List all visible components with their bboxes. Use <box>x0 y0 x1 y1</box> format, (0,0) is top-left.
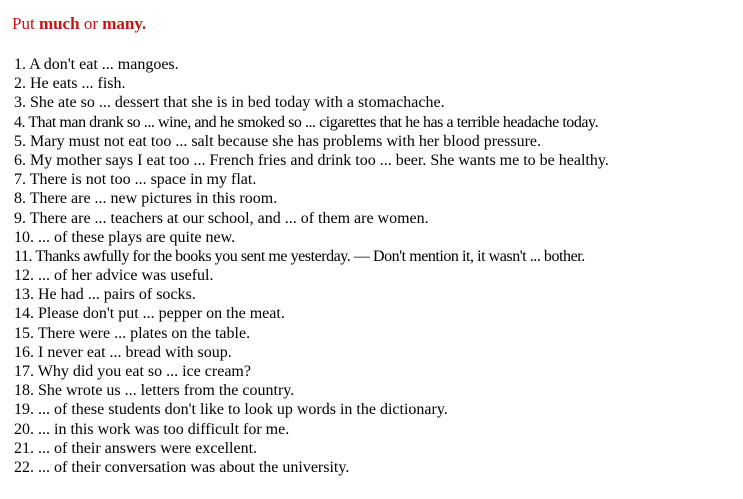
exercise-item-1 <box>14 55 609 74</box>
exercise-item-15 <box>14 324 609 343</box>
exercise-item-17 <box>14 362 609 381</box>
exercise-item-16 <box>14 343 609 362</box>
exercise-text: 16. I never eat ... bread with soup. <box>14 343 232 361</box>
exercise-instruction <box>12 14 146 34</box>
exercise-list <box>14 55 609 477</box>
exercise-text: 1. A don't eat ... mangoes. <box>14 56 179 73</box>
exercise-item-6 <box>14 151 609 170</box>
exercise-text: 4. That man drank so ... wine, and he smoked so ... cigarettes that he has a terrible headache today. <box>14 113 599 131</box>
exercise-text: 8. There are ... new pictures in this room. <box>14 190 278 208</box>
exercise-text: 6. My mother says I eat too ... French fries and drink too ... beer. She wants me to be healthy. <box>14 151 609 169</box>
instruction-or: or <box>79 14 103 33</box>
exercise-text: 14. Please don't put ... pepper on the meat. <box>14 305 285 323</box>
exercise-text: 3. She ate so ... dessert that she is in bed today with a stomachache. <box>14 94 445 112</box>
exercise-text: 22. ... of their conversation was about the university. <box>14 458 350 476</box>
exercise-item-9 <box>14 209 609 228</box>
exercise-text: 15. There were ... plates on the table. <box>14 324 251 342</box>
exercise-text: 12. ... of her advice was useful. <box>14 267 214 285</box>
exercise-text: 9. There are ... teachers at our school, and ... of them are women. <box>14 209 429 227</box>
exercise-item-14 <box>14 304 609 323</box>
exercise-item-18 <box>14 381 609 400</box>
exercise-item-21 <box>14 439 609 458</box>
exercise-item-22 <box>14 458 609 477</box>
exercise-item-12 <box>14 266 609 285</box>
exercise-text: 11. Thanks awfully for the books you sent me yesterday. — Don't mention it, it wasn't ... bother. <box>14 247 585 265</box>
exercise-item-7 <box>14 170 609 189</box>
exercise-text: 19. ... of these students don't like to look up words in the dictionary. <box>14 401 448 419</box>
exercise-text: 18. She wrote us ... letters from the country. <box>14 382 295 400</box>
exercise-text: 13. He had ... pairs of socks. <box>14 286 196 304</box>
exercise-item-3 <box>14 93 609 112</box>
exercise-text: 10. ... of these plays are quite new. <box>14 228 236 246</box>
exercise-item-19 <box>14 400 609 419</box>
exercise-text: 5. Mary must not eat too ... salt because she has problems with her blood pressure. <box>14 132 541 150</box>
exercise-item-11 <box>14 247 609 266</box>
exercise-text: 7. There is not too ... space in my flat. <box>14 171 257 189</box>
exercise-item-10 <box>14 228 609 247</box>
exercise-item-20 <box>14 420 609 439</box>
exercise-text: 2. He eats ... fish. <box>14 75 126 93</box>
exercise-text: 20. ... in this work was too difficult for me. <box>14 420 290 438</box>
exercise-item-8 <box>14 189 609 208</box>
exercise-item-2 <box>14 74 609 93</box>
instruction-word-many: many. <box>102 14 147 33</box>
exercise-item-13 <box>14 285 609 304</box>
exercise-text: 17. Why did you eat so ... ice cream? <box>14 363 251 380</box>
exercise-text: 21. ... of their answers were excellent. <box>14 439 258 457</box>
exercise-item-4 <box>14 113 609 132</box>
instruction-prefix: Put <box>12 14 39 33</box>
exercise-item-5 <box>14 132 609 151</box>
instruction-word-much: much <box>38 14 80 33</box>
